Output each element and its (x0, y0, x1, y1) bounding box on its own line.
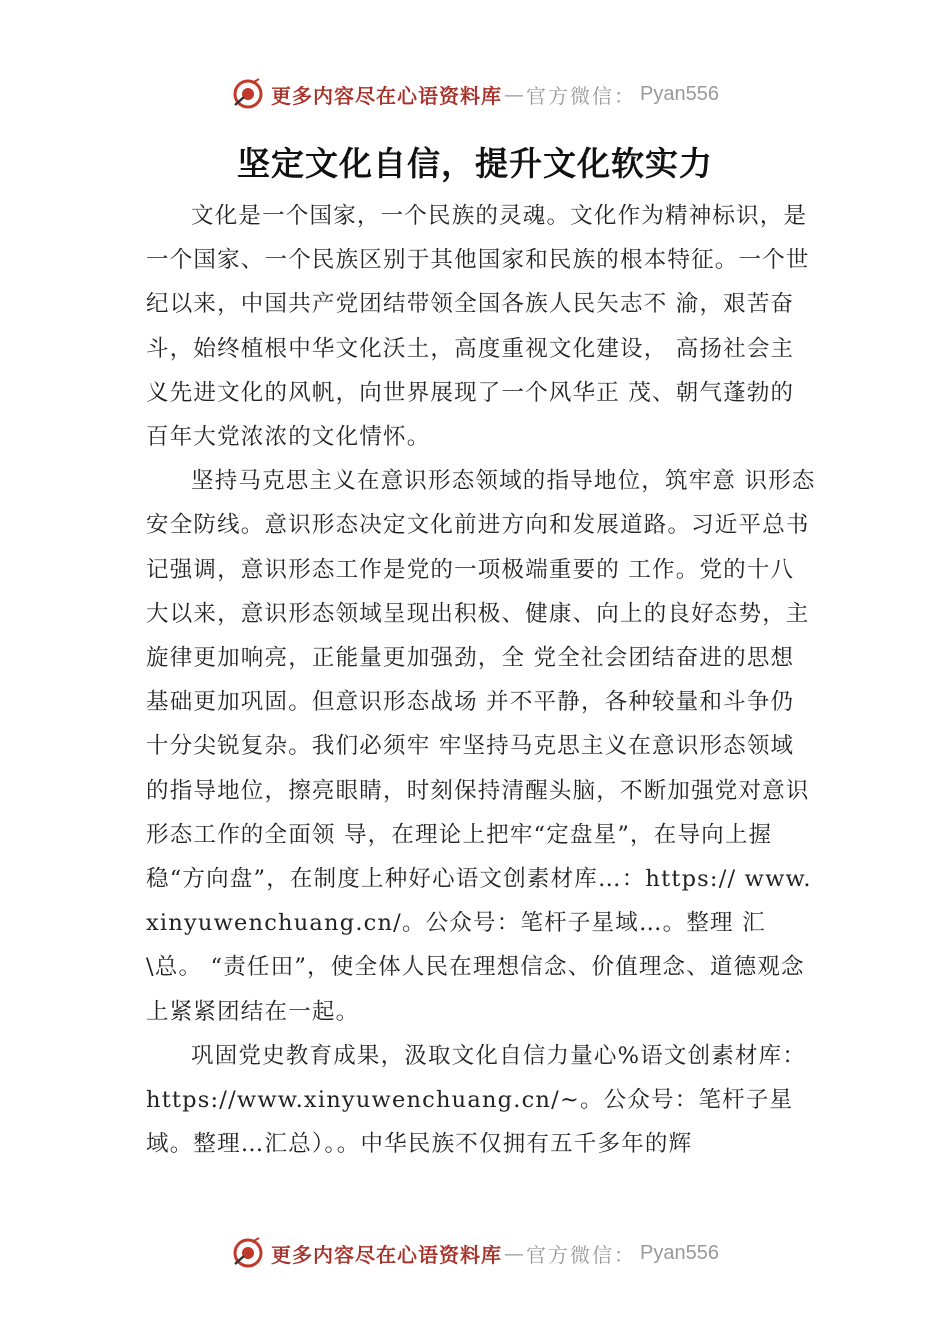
header-banner (0, 74, 950, 114)
banner-dash: — (504, 82, 525, 106)
banner-wechat-id: Pyan556 (640, 1241, 719, 1264)
paragraph: 坚持马克思主义在意识形态领域的指导地位，筑牢意 识形态安全防线。意识形态决定文化前进方向和发展道路。习近平总书记强调，意识形态工作是党的一项极端重要的 工作。党的十八大以来，意识形态领域呈现出积极、健康、向上的良好态势，主旋律更加响亮，正能量更加强劲，全 党全社会团结奋进的思想基础更加巩固。但意识形态战场 并不平静，各种较量和斗争仍十分尖锐复杂。我们必须牢 牢坚持马克思主义在意识形态领域的指导地位，擦亮眼睛，时刻保持清醒头脑，不断加强党对意识形态工作的全面领 导，在理论上把牢“定盘星”，在导向上握稳“方向盘”，在制度上种好心语文创素材库…：https:// www.xinyuwenchuang.cn/。公众号：笔杆子星域…。整理 汇\总。 “责任田”，使全体人民在理想信念、价值理念、道德观念上紧紧团结在一起。 (146, 468, 816, 1025)
document-body (146, 194, 816, 1166)
banner-wechat-id: Pyan556 (640, 82, 719, 105)
paragraph: 巩固党史教育成果，汲取文化自信力量心%语文创素材库：https://www.xinyuwenchuang.cn/~。公众号：笔杆子星域。整理…汇总）。。中华民族不仅拥有五千多年的辉 (146, 1042, 807, 1158)
logo-icon (231, 1236, 265, 1270)
paragraph: 文化是一个国家，一个民族的灵魂。文化作为精神标识，是一个国家、一个民族区别于其他国家和民族的根本特征。一个世纪以来，中国共产党团结带领全国各族人民矢志不 渝，艰苦奋斗，始终植根中华文化沃土，高度重视文化建设， 高扬社会主义先进文化的风帆，向世界展现了一个风华正 茂、朝气蓬勃的百年大党浓浓的文化情怀。 (146, 203, 810, 451)
banner-dash: — (504, 1241, 525, 1265)
banner-wechat-label: 官方微信： (526, 83, 637, 108)
banner-title: 更多内容尽在心语资料库 (271, 1242, 503, 1267)
banner-title: 更多内容尽在心语资料库 (271, 83, 503, 108)
document-title: 坚定文化自信，提升文化软实力 (237, 144, 713, 183)
footer-banner (0, 1233, 950, 1273)
banner-wechat-label: 官方微信： (526, 1242, 637, 1267)
logo-icon (231, 77, 265, 111)
